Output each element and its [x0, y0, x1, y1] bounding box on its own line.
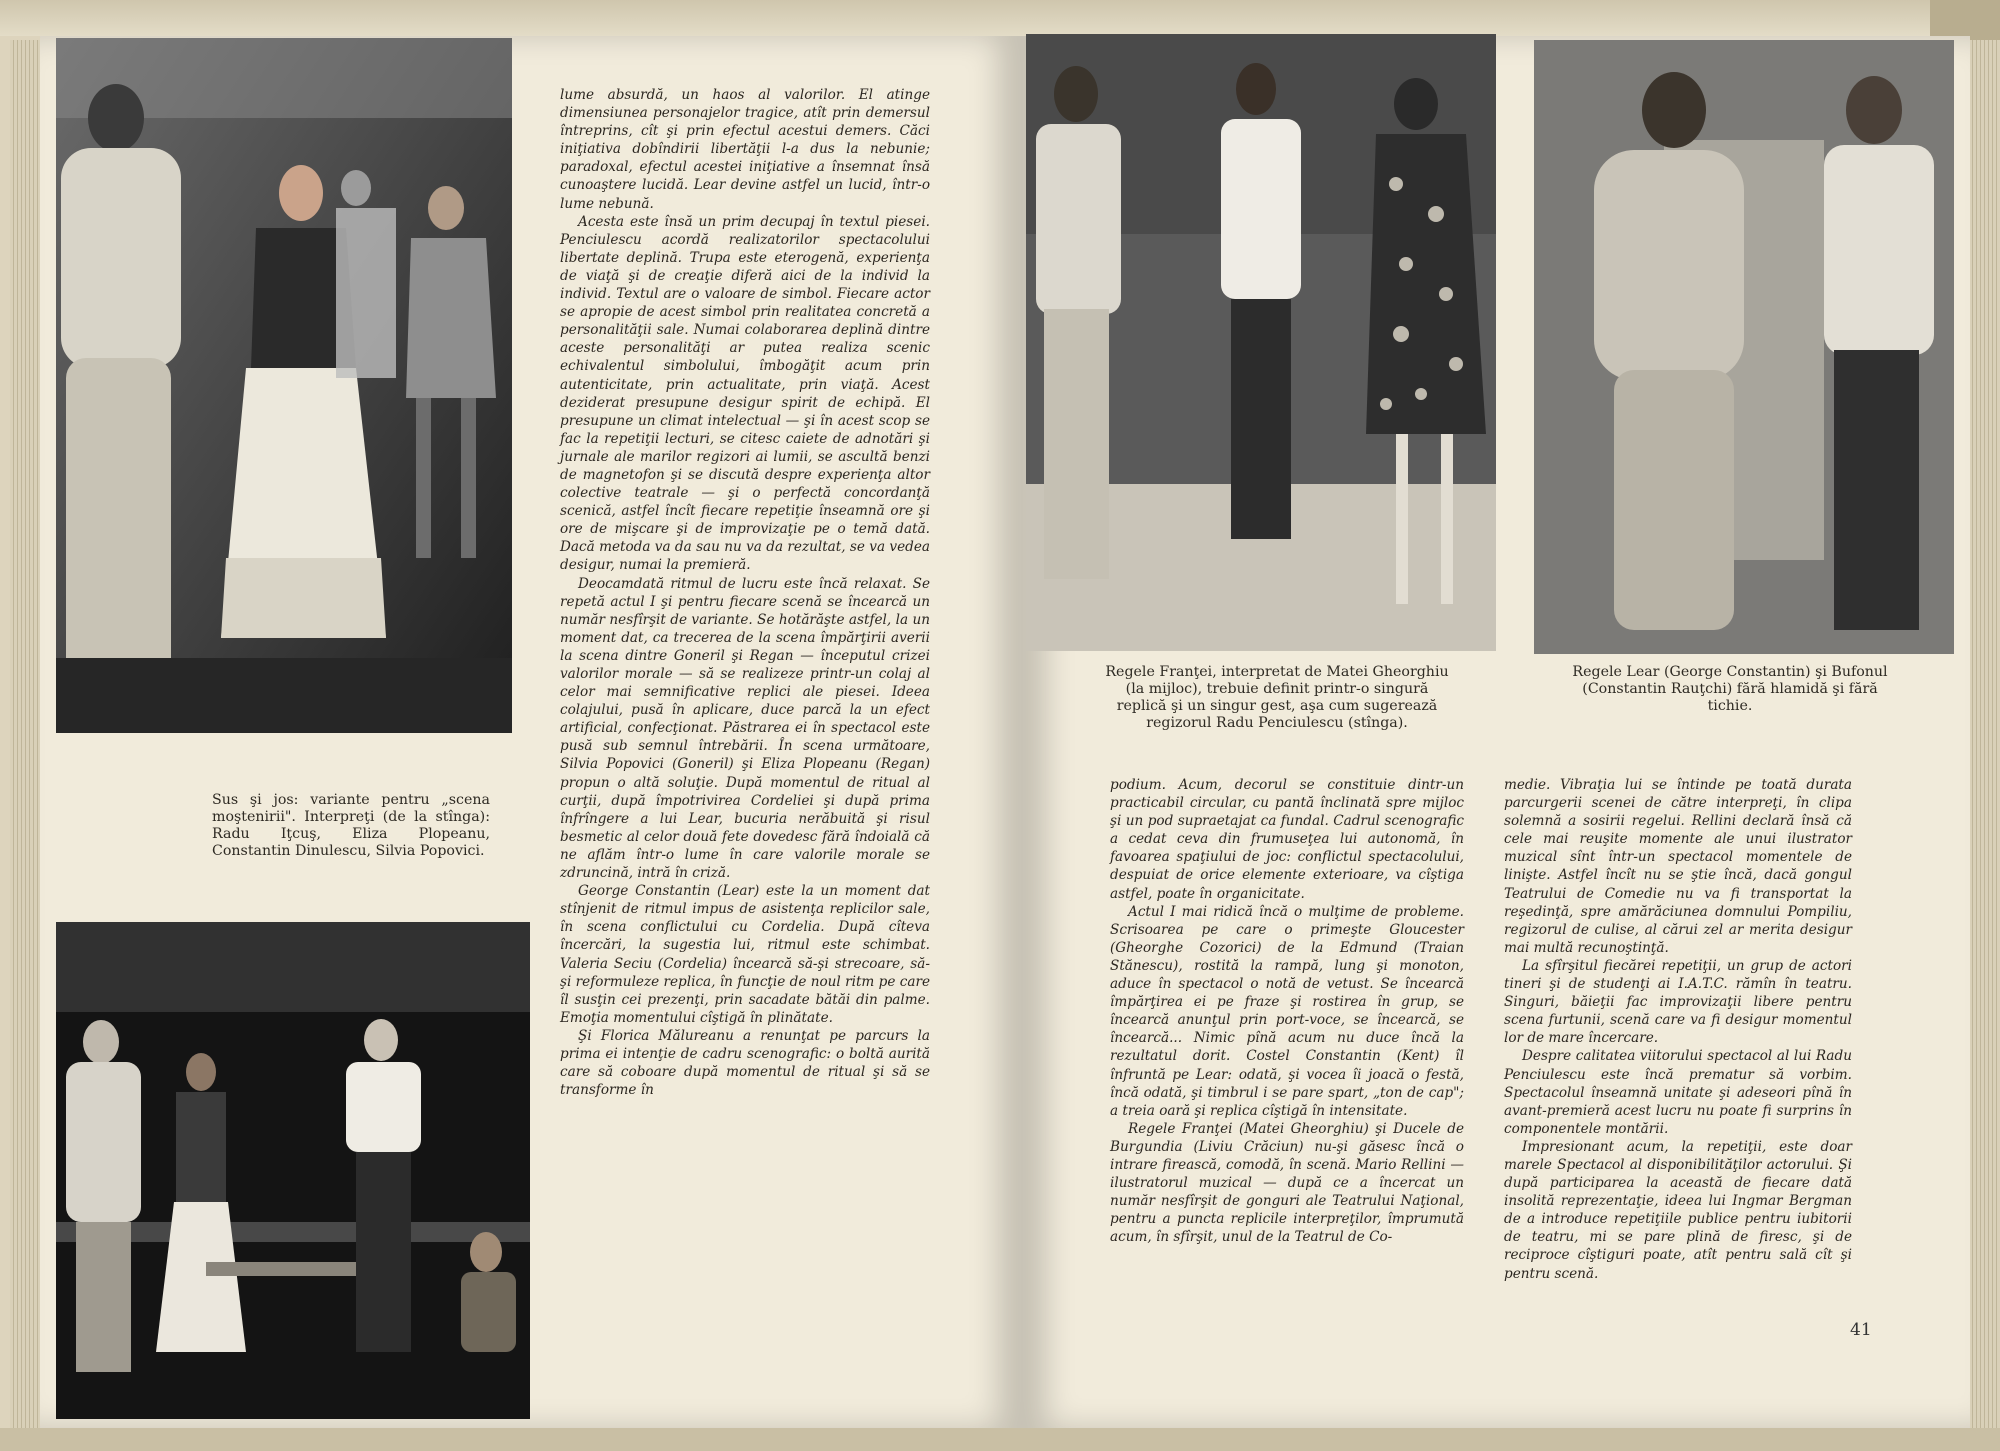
book-bottom-edge — [0, 1428, 2000, 1451]
photo-rehearsal-top — [56, 38, 512, 733]
paragraph: Actul I mai ridică încă o mulţime de probleme. Scrisoarea pe care o primeşte Gloucester (Gheorghe Cozorici) de la Edmund (Traian Stănescu), rostită la rampă, lung şi monoton, aduce în spectacol o notă de vetust. Se încearcă împărţirea ei pe fraze şi rostirea în grup, se încearcă anunţul prin port-voce, se încearcă, se încearcă... Nimic pînă acum nu duce încă la rezultatul dorit. Costel Constantin (Kent) îl înfruntă pe Lear: odată, şi vocea îi joacă o festă, încă odată, şi timbrul i se pare spart, „ton de cap"; a treia oară şi replica cîştigă în intensitate. — [1110, 903, 1464, 1119]
paragraph: Impresionant acum, la repetiţii, este doar marele Spectacol al disponibilităţilor actorului. Şi după participarea la această de fiecare dată insolită reprezentaţie, ideea lui Ingmar Bergman de a introduce repetiţiile publice pentru iubitorii de teatru, mi se pare plină de firesc, şi de reciproce cîştiguri poate, atît pentru sală cît şi pentru scenă. — [1504, 1138, 1852, 1282]
book-top-edge — [0, 0, 2000, 36]
paragraph: Deocamdată ritmul de lucru este încă relaxat. Se repetă actul I şi pentru fiecare scenă se încearcă un număr nesfîrşit de variante. Se hotărăşte astfel, la un moment dat, ca trecerea de la scena împărţirii averii la scena dintre Goneril şi Regan — începutul crizei valorilor morale — să se realizeze printr-un colaj al celor mai semnificative replici ale piesei. Ideea colajului, pusă în aplicare, duce parcă la un efect artificial, confecţionat. Păstrarea ei în spectacol este pusă sub semnul întrebării. În scena următoare, Silvia Popovici (Goneril) şi Eliza Plopeanu (Regan) propun o altă soluţie. După momentul de ritual al curţii, după împotrivirea Cordeliei şi după prima înfrîngere a lui Lear, bucuria nerăbuită şi risul besmetic al celor două fete dovedesc fără îndoială că ne aflăm într-o lume în care valorile morale se zdruncină, intră în criză. — [560, 575, 930, 882]
right-photo-caption-1: Regele Franţei, interpretat de Matei Gheorghiu (la mijloc), trebuie definit printr-o singură replică şi un singur gest, aşa cum sugerează regizorul Radu Penciulescu (stînga). — [1105, 664, 1449, 731]
right-text-column-2 — [1504, 776, 1852, 1283]
right-photo-caption-2: Regele Lear (George Constantin) şi Bufonul (Constantin Rauţchi) fără hlamidă şi fără tichie. — [1572, 664, 1888, 714]
page-stack-left — [10, 40, 42, 1428]
paragraph: lume absurdă, un haos al valorilor. El atinge dimensiunea personajelor tragice, atît prin demersul întreprins, cît şi prin efectul acestui demers. Căci iniţiativa dobîndirii libertăţii l-a dus la nebunie; paradoxal, efectul acestei iniţiative a însemnat însă cunoaştere lucidă. Lear devine astfel un lucid, într-o lume nebună. — [560, 87, 930, 212]
left-photo-caption: Sus şi jos: variante pentru „scena moştenirii". Interpreţi (de la stînga): Radu Iţcuş, Eliza Plopeanu, Constantin Dinulescu, Silvia Popovici. — [212, 792, 490, 859]
paragraph: George Constantin (Lear) este la un moment dat stînjenit de ritmul impus de asistenţa replicilor sale, în scena conflictului cu Cordelia. După cîteva încercări, la sugestia lui, ritmul este schimbat. Valeria Seciu (Cordelia) încearcă să-şi strecoare, să-şi reformuleze replica, în funcţie de noul ritm pe care îl susţin cei prezenţi, prin sacadate bătăi din palme. Emoţia momentului cîştigă în plinătate. — [560, 883, 930, 1026]
page-number: 41 — [1850, 1320, 1872, 1340]
paragraph: Despre calitatea viitorului spectacol al lui Radu Penciulescu este încă prematur să vorbim. Spectacolul înseamnă unitate şi adeseori pînă în avant-premieră acest lucru nu poate fi surprins în componentele montării. — [1504, 1048, 1852, 1137]
paragraph: La sfîrşitul fiecărei repetiţii, un grup de actori tineri şi de studenţi ai I.A.T.C. rămîn în teatru. Singuri, băieţii fac improvizaţii libere pentru scena furtunii, scenă care va fi desigur momentul lor de mare încercare. — [1504, 957, 1852, 1047]
paragraph: Regele Franţei (Matei Gheorghiu) şi Ducele de Burgundia (Liviu Crăciun) nu-şi găsesc încă o intrare firească, comodă, în scenă. Mario Rellini — ilustratorul muzical — după ce a încercat un număr nesfîrşit de gonguri ale Teatrului Naţional, pentru a puncta replicile interpreţilor, împrumută acum, în sfîrşit, unul de la Teatrul de Co- — [1110, 1120, 1464, 1246]
paragraph: podium. Acum, decorul se constituie dintr-un practicabil circular, cu pantă înclinată spre mijloc şi un pod supraetajat ca fundal. Cadrul scenografic a cedat ceva din frumuseţea lui autonomă, în favoarea spaţiului de joc: conflictul spectacolului, despuiat de orice elemente exterioare, va cîştiga astfel, poate în organicitate. — [1110, 777, 1464, 902]
paragraph: Şi Florica Mălureanu a renunţat pe parcurs la prima ei intenţie de cadru scenografic: o boltă aurită care să coboare după momentul de ritual şi să se transforme în — [560, 1027, 930, 1099]
left-text-column — [560, 86, 930, 1099]
photo-king-of-france — [1026, 34, 1496, 651]
right-text-column-1 — [1110, 776, 1464, 1246]
photo-rehearsal-bottom — [56, 922, 530, 1419]
paragraph: Acesta este însă un prim decupaj în textul piesei. Penciulescu acordă realizatorilor spectacolului libertate deplină. Trupa este eterogenă, experienţa de viaţă şi de creaţie diferă aici de la individ la individ. Textul are o valoare de simbol. Fiecare actor se apropie de acest simbol prin realitatea concretă a personalităţii sale. Numai colaborarea deplină dintre aceste personalităţi ar putea realiza scenic echivalentul simbolului, îmbogăţit acum prin autenticitate, prin actualitate, prin viaţă. Acest deziderat presupune desigur spirit de echipă. El presupune un climat intelectual — şi în acest scop se fac la repetiţii lecturi, se citesc caiete de adnotări şi jurnale ale marilor regizori ai lumii, se ascultă benzi de magnetofon şi se discută despre experienţa altor colective teatrale — şi o perfectă concordanţă scenică, astfel încît fiecare repetiţie înseamnă ore şi ore de mişcare şi de improvizaţie pe o temă dată. Dacă metoda va da sau nu va da rezultat, se va vedea desigur, numai la premieră. — [560, 213, 930, 574]
photo-lear-and-fool — [1534, 40, 1954, 654]
page-stack-right — [1968, 40, 2000, 1428]
paragraph: medie. Vibraţia lui se întinde pe toată durata parcurgerii scenei de către interpreţi, în clipa solemnă a sosirii regelui. Rellini declară însă că cele mai reuşite momente ale unui ilustrator muzical sînt într-un spectacol momentele de linişte. Astfel încît nu se ştie încă, dacă gongul Teatrului de Comedie nu va fi transportat la reşedinţă, spre amărăciunea domnului Pompiliu, regizorul de culise, al cărui zel ar merita desigur mai multă recunoştinţă. — [1504, 777, 1852, 956]
